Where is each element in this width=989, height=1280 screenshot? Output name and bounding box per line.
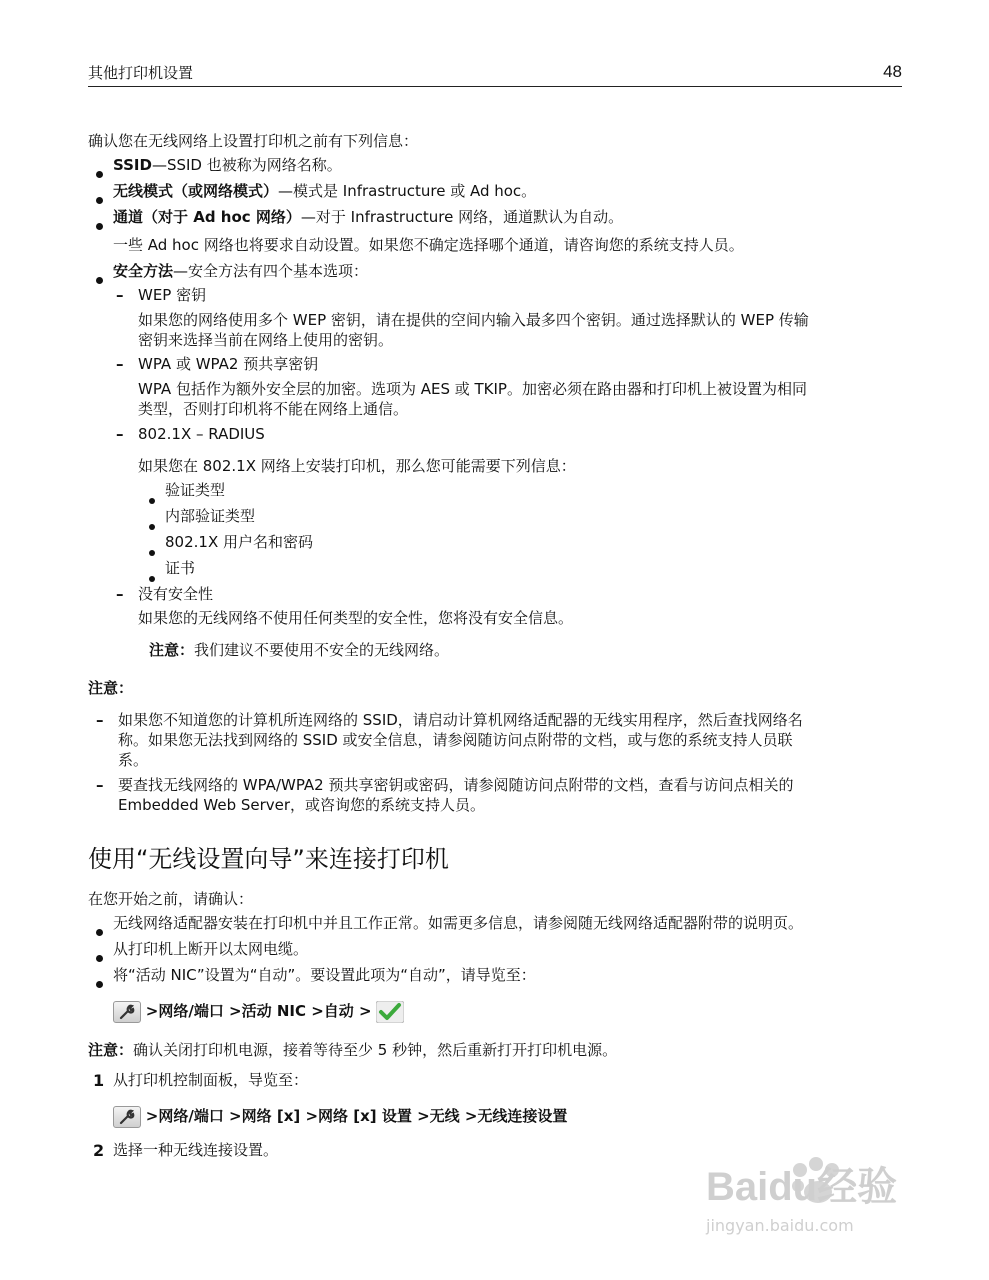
bullet-icon (96, 214, 103, 237)
dash-icon: – (116, 425, 124, 443)
step-number: 2 (93, 1141, 105, 1160)
security-desc: —安全方法有四个基本选项： (173, 262, 369, 280)
radius-item: 802.1X 用户名和密码 (165, 533, 313, 551)
step1-text: 从打印机控制面板，导览至： (113, 1071, 309, 1089)
bullet-icon (149, 540, 155, 563)
bullet-icon (96, 188, 103, 211)
bullet-icon (96, 268, 103, 291)
radius-intro: 如果您在 802.1X 网络上安装打印机，那么您可能需要下列信息： (138, 457, 576, 475)
bullet-mode (113, 180, 536, 203)
note2-line-2: Embedded Web Server，或咨询您的系统支持人员。 (118, 796, 486, 814)
radius-item: 证书 (165, 559, 196, 577)
page-header (88, 62, 902, 87)
wpa-title: WPA 或 WPA2 预共享密钥 (138, 355, 319, 373)
bullet-icon (149, 488, 155, 511)
wpa-line-2: 类型，否则打印机将不能在网络上通信。 (138, 400, 409, 418)
security-label: 安全方法 (113, 262, 174, 280)
bullet-icon (96, 946, 103, 969)
channel-note: 一些 Ad hoc 网络也将要求自动设置。如果您不确定选择哪个通道，请咨询您的系统支持人员。 (113, 236, 744, 254)
none-text: 如果您的无线网络不使用任何类型的安全性，您将没有安全信息。 (138, 609, 574, 627)
note-text: 确认关闭打印机电源，接着等待至少 5 秒钟，然后重新打开打印机电源。 (133, 1041, 618, 1059)
ssid-desc: —SSID 也被称为网络名称。 (151, 156, 342, 174)
dash-icon: – (116, 585, 124, 603)
bullet-channel (113, 206, 623, 229)
note2-line-1: 要查找无线网络的 WPA/WPA2 预共享密钥或密码，请参阅随访问点附带的文档，查看与访问点相关的 (118, 776, 794, 794)
bullet-icon (96, 162, 103, 185)
watermark-url: jingyan.baidu.com (706, 1216, 854, 1235)
page-number: 48 (883, 62, 902, 81)
checkmark-icon (376, 1001, 404, 1023)
wrench-icon (113, 1106, 141, 1128)
nav-path-1 (113, 1000, 404, 1023)
wep-line-2: 密钥来选择当前在网络上使用的密钥。 (138, 331, 394, 349)
power-note (88, 1039, 617, 1062)
note-label: 注意： (149, 641, 195, 659)
step2-text: 选择一种无线连接设置。 (113, 1141, 279, 1159)
note1-line-3: 系。 (118, 751, 149, 769)
step-number: 1 (93, 1071, 105, 1090)
radius-item: 验证类型 (165, 481, 226, 499)
before-text: 在您开始之前，请确认： (88, 890, 254, 908)
intro-text: 确认您在无线网络上设置打印机之前有下列信息： (88, 132, 419, 150)
dash-icon: – (116, 355, 124, 373)
channel-desc: —对于 Infrastructure 网络，通道默认为自动。 (300, 208, 624, 226)
none-title: 没有安全性 (138, 585, 214, 603)
notes-label: 注意： (88, 679, 134, 697)
bullet-icon (96, 972, 103, 995)
mode-desc: —模式是 Infrastructure 或 Ad hoc。 (278, 182, 537, 200)
nav-path-text: >网络/端口 >活动 NIC >自动 > (145, 1002, 372, 1020)
note1-line-1: 如果您不知道您的计算机所连网络的 SSID，请启动计算机网络适配器的无线实用程序，然后查找网络名 (118, 711, 803, 729)
radius-item: 内部验证类型 (165, 507, 256, 525)
channel-label: 通道（对于 Ad hoc 网络） (113, 208, 301, 226)
none-note (149, 639, 449, 662)
watermark-brand: Baidu经验 (706, 1165, 898, 1209)
wep-line-1: 如果您的网络使用多个 WEP 密钥，请在提供的空间内输入最多四个密钥。通过选择默认的 WEP 传输 (138, 311, 809, 329)
nav-path-2 (113, 1105, 567, 1128)
wrench-icon (113, 1001, 141, 1023)
dash-icon: – (116, 286, 124, 304)
dash-icon: – (96, 711, 104, 729)
bullet-security (113, 260, 368, 283)
note-text: 我们建议不要使用不安全的无线网络。 (194, 641, 450, 659)
bullet-ssid (113, 154, 342, 177)
prereq-3: 将“活动 NIC”设置为“自动”。要设置此项为“自动”，请导览至： (113, 966, 536, 984)
wpa-line-1: WPA 包括作为额外安全层的加密。选项为 AES 或 TKIP。加密必须在路由器和打印机上被设置为相同 (138, 380, 807, 398)
wep-title: WEP 密钥 (138, 286, 207, 304)
header-title: 其他打印机设置 (88, 64, 194, 82)
radius-title: 802.1X – RADIUS (138, 425, 265, 443)
mode-label: 无线模式（或网络模式） (113, 182, 279, 200)
bullet-icon (96, 920, 103, 943)
ssid-label: SSID (113, 156, 152, 174)
nav-path-text: >网络/端口 >网络 [x] >网络 [x] 设置 >无线 >无线连接设置 (145, 1107, 568, 1125)
dash-icon: – (96, 776, 104, 794)
note-label: 注意： (88, 1041, 134, 1059)
bullet-icon (149, 514, 155, 537)
prereq-1: 无线网络适配器安装在打印机中并且工作正常。如需更多信息，请参阅随无线网络适配器附带的说明页。 (113, 914, 804, 932)
section-heading: 使用“无线设置向导”来连接打印机 (88, 845, 449, 873)
prereq-2: 从打印机上断开以太网电缆。 (113, 940, 309, 958)
baidu-watermark (700, 1150, 940, 1250)
note1-line-2: 称。如果您无法找到网络的 SSID 或安全信息，请参阅随访问点附带的文档，或与您的系统支持人员联 (118, 731, 793, 749)
